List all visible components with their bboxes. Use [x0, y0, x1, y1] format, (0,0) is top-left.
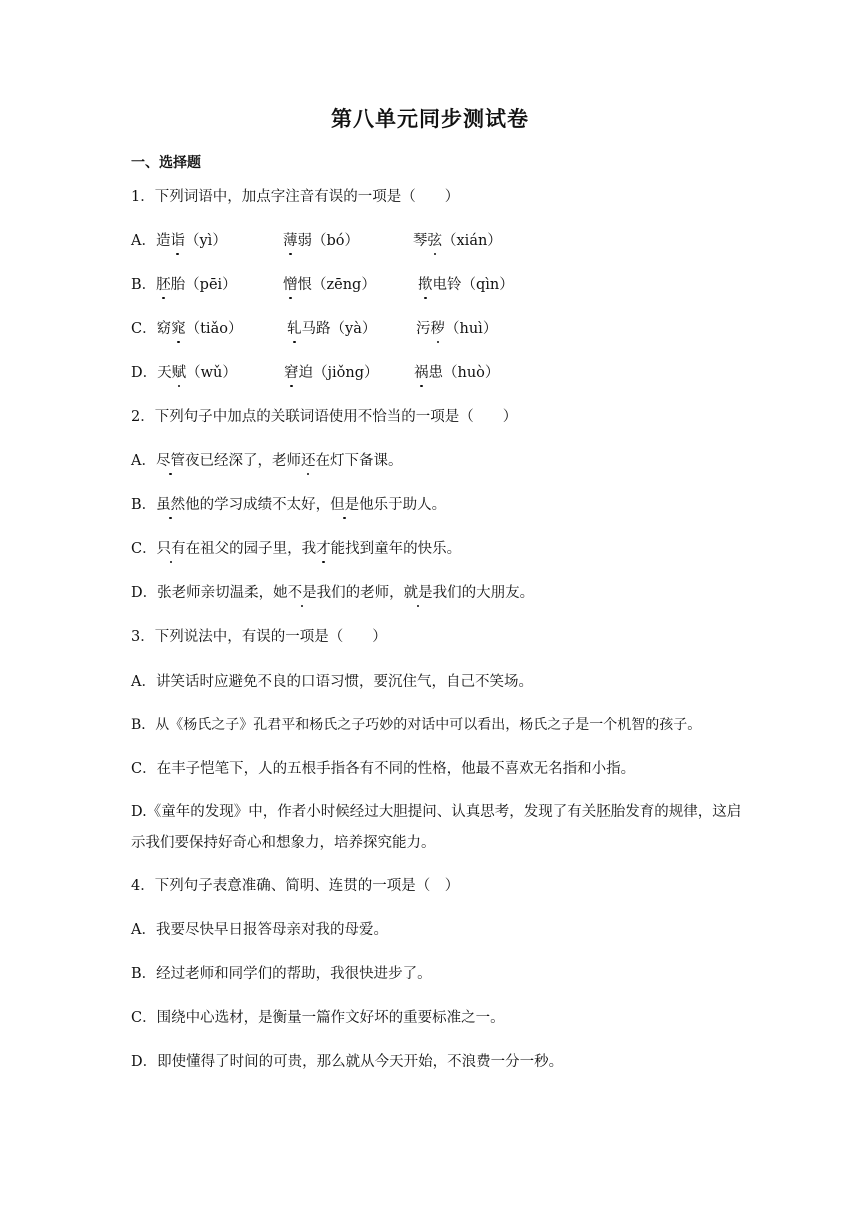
- q2-option-a: A．尽管夜已经深了，老师还在灯下备课。: [131, 453, 403, 469]
- q4-option-b: B．经过老师和同学们的帮助，我很快进步了。: [131, 966, 432, 982]
- q1-option-c-3: 污秽（huì）: [416, 321, 498, 337]
- q1-option-a-1: A．造诣（yì）: [131, 233, 227, 249]
- q3-option-c: C．在丰子恺笔下，人的五根手指各有不同的性格，他最不喜欢无名指和小指。: [131, 761, 636, 777]
- q2-option-c: C．只有在祖父的园子里，我才能找到童年的快乐。: [131, 541, 462, 557]
- section-heading: 一、选择题: [131, 155, 201, 171]
- q4-option-d: D．即使懂得了时间的可贵，那么就从今天开始，不浪费一分一秒。: [131, 1054, 564, 1070]
- q1-option-d-3: 祸患（huò）: [414, 365, 500, 381]
- question-2-stem: 2．下列句子中加点的关联词语使用不恰当的一项是（ ）: [131, 409, 518, 425]
- q1-option-b-2: 憎恨（zēng）: [283, 277, 376, 293]
- q1-option-d-1: D．天赋（wǔ）: [131, 365, 237, 381]
- q1-option-c-2: 轧马路（yà）: [287, 321, 377, 337]
- question-3-stem: 3．下列说法中，有误的一项是（ ）: [131, 629, 387, 645]
- q1-option-a-3: 琴弦（xián）: [413, 233, 502, 249]
- question-4-stem: 4．下列句子表意准确、简明、连贯的一项是（ ）: [131, 878, 460, 894]
- q2-option-d: D．张老师亲切温柔，她不是我们的老师，就是我们的大朋友。: [131, 585, 535, 601]
- q4-option-a: A．我要尽快早日报答母亲对我的母爱。: [131, 922, 388, 938]
- q3-option-b: B．从《杨氏之子》孔君平和杨氏之子巧妙的对话中可以看出，杨氏之子是一个机智的孩子。: [131, 717, 702, 733]
- q1-option-c-1: C．窈窕（tiǎo）: [131, 321, 243, 337]
- q1-option-d-2: 窘迫（jiǒng）: [284, 365, 379, 381]
- q1-option-a-2: 薄弱（bó）: [283, 233, 360, 249]
- q3-option-a: A．讲笑话时应避免不良的口语习惯，要沉住气，自己不笑场。: [131, 674, 533, 690]
- question-1-stem: 1．下列词语中，加点字注音有误的一项是（ ）: [131, 189, 460, 205]
- q1-option-b-1: B．胚胎（pēi）: [131, 277, 237, 293]
- q3-option-d: D.《童年的发现》中，作者小时候经过大胆提问、认真思考，发现了有关胚胎发育的规律，这启示我们要保持好奇心和想象力，培养探究能力。: [131, 804, 742, 851]
- q1-option-b-3: 揿电铃（qìn）: [418, 277, 514, 293]
- page-title: 第八单元同步测试卷: [331, 107, 529, 131]
- q4-option-c: C．围绕中心选材，是衡量一篇作文好坏的重要标准之一。: [131, 1010, 505, 1026]
- q2-option-b: B．虽然他的学习成绩不太好，但是他乐于助人。: [131, 497, 447, 513]
